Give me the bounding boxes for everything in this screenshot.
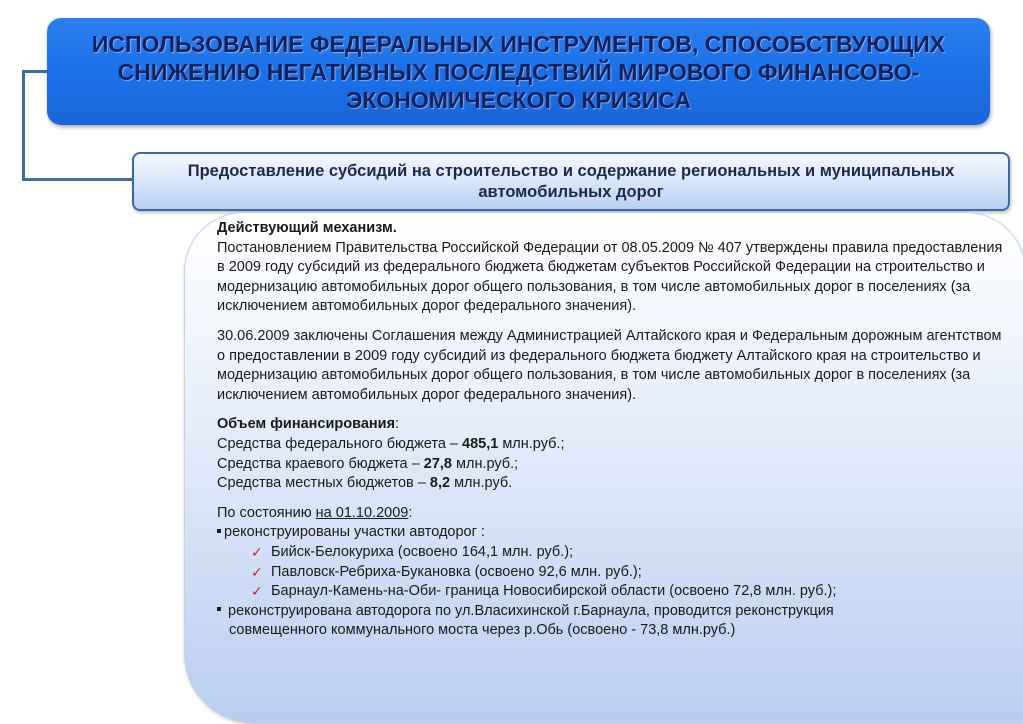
status-suffix: : bbox=[408, 504, 413, 521]
financing-line-regional bbox=[217, 455, 1007, 475]
road-section-item bbox=[217, 543, 1007, 563]
status-prefix: По состоянию bbox=[217, 504, 316, 521]
road-section-item bbox=[217, 582, 1007, 602]
checkmark-icon: ✓ bbox=[251, 543, 263, 560]
checkmark-icon: ✓ bbox=[251, 583, 263, 600]
road-section-text: Павловск-Ребриха-Букановка (освоено 92,6 млн. руб.); bbox=[271, 563, 642, 580]
financing-value: 485,1 bbox=[462, 435, 499, 452]
status-section bbox=[217, 504, 1007, 641]
slide-subtitle: Предоставление субсидий на строительство и содержание региональных и муниципальных автомобильных дорог bbox=[187, 161, 955, 201]
mechanism-section bbox=[217, 219, 1007, 317]
bridge-text-line1: реконструирована автодорога по ул.Власихинской г.Барнаула, проводится реконструкция bbox=[224, 602, 834, 619]
square-bullet-icon bbox=[217, 529, 221, 533]
financing-value: 27,8 bbox=[423, 455, 452, 472]
financing-line-federal bbox=[217, 435, 1007, 455]
financing-label: Средства краевого бюджета – bbox=[217, 455, 424, 472]
connector-line-vertical bbox=[22, 70, 25, 180]
title-banner bbox=[47, 18, 990, 125]
status-date: на 01.10.2009 bbox=[315, 504, 409, 521]
financing-unit: млн.руб. bbox=[450, 475, 513, 492]
financing-line-local bbox=[217, 474, 1007, 494]
financing-label: Средства федерального бюджета – bbox=[217, 435, 463, 452]
content-text bbox=[217, 219, 1007, 641]
square-bullet-icon bbox=[217, 607, 221, 611]
road-section-text: Барнаул-Камень-на-Оби- граница Новосибирской области (освоено 72,8 млн. руб.); bbox=[271, 583, 837, 600]
road-section-item bbox=[217, 563, 1007, 583]
mechanism-text: Постановлением Правительства Российской Федерации от 08.05.2009 № 407 утверждены правила предоставления в 2009 году субсидий из федерального бюджета бюджетам субъектов Российской Федерации на строительство и модернизацию автомобильных дорог общего пользования, в том числе автомобильных дорог в поселениях (за исключением автомобильных дорог федерального значения). bbox=[217, 239, 1003, 315]
mechanism-heading: Действующий механизм. bbox=[217, 220, 397, 236]
agreement-text: 30.06.2009 заключены Соглашения между Администрацией Алтайского края и Федеральным дорожным агентством о предоставлении в 2009 году субсидий из федерального бюджета бюджету Алтайского края на строительство и модернизацию автомобильных дорог общего пользования, в том числе автомобильных дорог в поселениях (за исключением автомобильных дорог федерального значения). bbox=[217, 327, 1002, 403]
financing-value: 8,2 bbox=[429, 475, 451, 492]
financing-heading-line bbox=[217, 415, 1007, 435]
bridge-item bbox=[217, 602, 1007, 622]
road-section-text: Бийск-Белокуриха (освоено 164,1 млн. руб.); bbox=[271, 543, 574, 560]
status-heading bbox=[217, 504, 1007, 524]
financing-heading: Объем финансирования bbox=[217, 416, 396, 433]
slide-title: ИСПОЛЬЗОВАНИЕ ФЕДЕРАЛЬНЫХ ИНСТРУМЕНТОВ, СПОСОБСТВУЮЩИХ СНИЖЕНИЮ НЕГАТИВНЫХ ПОСЛЕДСТВИЙ МИРОВОГО ФИНАНСОВО-ЭКОНОМИЧЕСКОГО КРИЗИСА bbox=[91, 30, 946, 113]
financing-label: Средства местных бюджетов – bbox=[217, 475, 430, 492]
reconstructed-label-text: реконструированы участки автодорог : bbox=[224, 524, 485, 541]
financing-unit: млн.руб.; bbox=[498, 435, 565, 452]
financing-section bbox=[217, 415, 1007, 493]
bridge-text-line2: совмещенного коммунального моста через р.Обь (освоено - 73,8 млн.руб.) bbox=[229, 622, 736, 639]
financing-colon: : bbox=[395, 416, 400, 433]
connector-line-bottom bbox=[22, 178, 134, 181]
checkmark-icon: ✓ bbox=[251, 563, 263, 580]
connector-line-top bbox=[22, 70, 50, 73]
subtitle-banner bbox=[132, 152, 1010, 211]
financing-unit: млн.руб.; bbox=[451, 455, 519, 472]
reconstructed-label bbox=[217, 523, 1007, 543]
